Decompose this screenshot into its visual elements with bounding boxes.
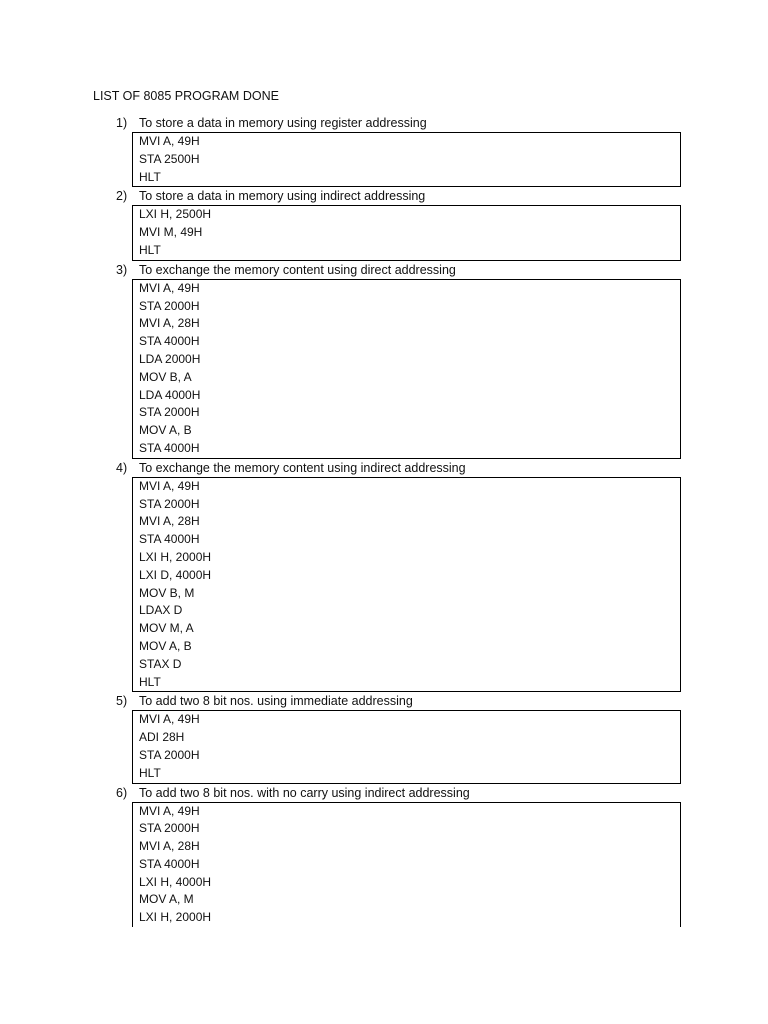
code-line: STA 4000H [139, 334, 200, 349]
code-line: MVI A, 28H [139, 514, 200, 529]
code-line: STA 4000H [139, 856, 200, 871]
code-box [132, 132, 681, 187]
code-line: LXI H, 4000H [139, 874, 212, 889]
program-section [0, 261, 768, 459]
program-heading [0, 692, 768, 710]
document-title: LIST OF 8085 PROGRAM DONE [93, 89, 279, 103]
code-line: STAX D [139, 656, 182, 671]
program-number: 2) [116, 189, 128, 204]
code-line: STA 4000H [139, 440, 200, 455]
code-line: MOV A, B [139, 638, 192, 653]
program-title: To store a data in memory using indirect addressing [139, 189, 426, 204]
program-title: To exchange the memory content using direct addressing [139, 262, 456, 277]
program-number: 1) [116, 116, 128, 130]
code-line: LXI H, 2000H [139, 549, 212, 564]
program-heading [0, 114, 768, 132]
code-line: STA 2000H [139, 747, 200, 762]
code-line: MOV M, A [139, 621, 194, 636]
program-number: 4) [116, 460, 128, 475]
code-line: MVI A, 49H [139, 712, 200, 727]
code-line: STA 2000H [139, 298, 200, 313]
code-line: STA 2000H [139, 405, 200, 420]
code-line: MVI A, 49H [139, 478, 200, 493]
program-heading [0, 784, 768, 802]
code-box [132, 710, 681, 783]
program-section [0, 784, 768, 928]
code-line: LDAX D [139, 603, 183, 618]
code-line: LXI H, 2500H [139, 207, 212, 222]
program-heading [0, 459, 768, 477]
code-line: HLT [139, 169, 161, 184]
code-line: STA 2000H [139, 496, 200, 511]
program-title: To add two 8 bit nos. using immediate addressing [139, 694, 413, 709]
code-box [132, 205, 681, 260]
code-line: MOV B, M [139, 585, 195, 600]
code-line: STA 2000H [139, 821, 200, 836]
code-line: STA 2500H [139, 151, 200, 166]
code-box [132, 477, 681, 693]
code-line: HLT [139, 765, 161, 780]
program-section [0, 187, 768, 260]
code-box [132, 279, 681, 459]
code-line: MVI A, 28H [139, 839, 200, 854]
code-line: LXI D, 4000H [139, 567, 212, 582]
code-line: LDA 4000H [139, 387, 201, 402]
program-section [0, 459, 768, 693]
code-line: MOV A, M [139, 892, 194, 907]
program-heading [0, 187, 768, 205]
program-title: To store a data in memory using register addressing [139, 116, 427, 130]
code-box [132, 802, 681, 928]
program-number: 5) [116, 694, 128, 709]
code-line: MOV B, A [139, 369, 192, 384]
program-number: 3) [116, 262, 128, 277]
program-heading [0, 261, 768, 279]
code-line: STA 4000H [139, 532, 200, 547]
code-line: MVI A, 49H [139, 803, 200, 818]
program-list [0, 114, 768, 927]
code-line: MVI A, 28H [139, 316, 200, 331]
program-section [0, 692, 768, 783]
code-line: MVI A, 49H [139, 280, 200, 295]
code-line: MVI A, 49H [139, 134, 200, 148]
code-line: LXI H, 2000H [139, 910, 212, 925]
code-line: ADI 28H [139, 730, 185, 745]
code-line: MVI M, 49H [139, 225, 203, 240]
program-title: To add two 8 bit nos. with no carry using indirect addressing [139, 785, 470, 800]
program-section [0, 114, 768, 187]
code-line: LDA 2000H [139, 351, 201, 366]
code-line: HLT [139, 674, 161, 689]
code-line: MOV A, B [139, 423, 192, 438]
program-number: 6) [116, 785, 128, 800]
code-line: HLT [139, 242, 161, 257]
program-title: To exchange the memory content using indirect addressing [139, 460, 466, 475]
